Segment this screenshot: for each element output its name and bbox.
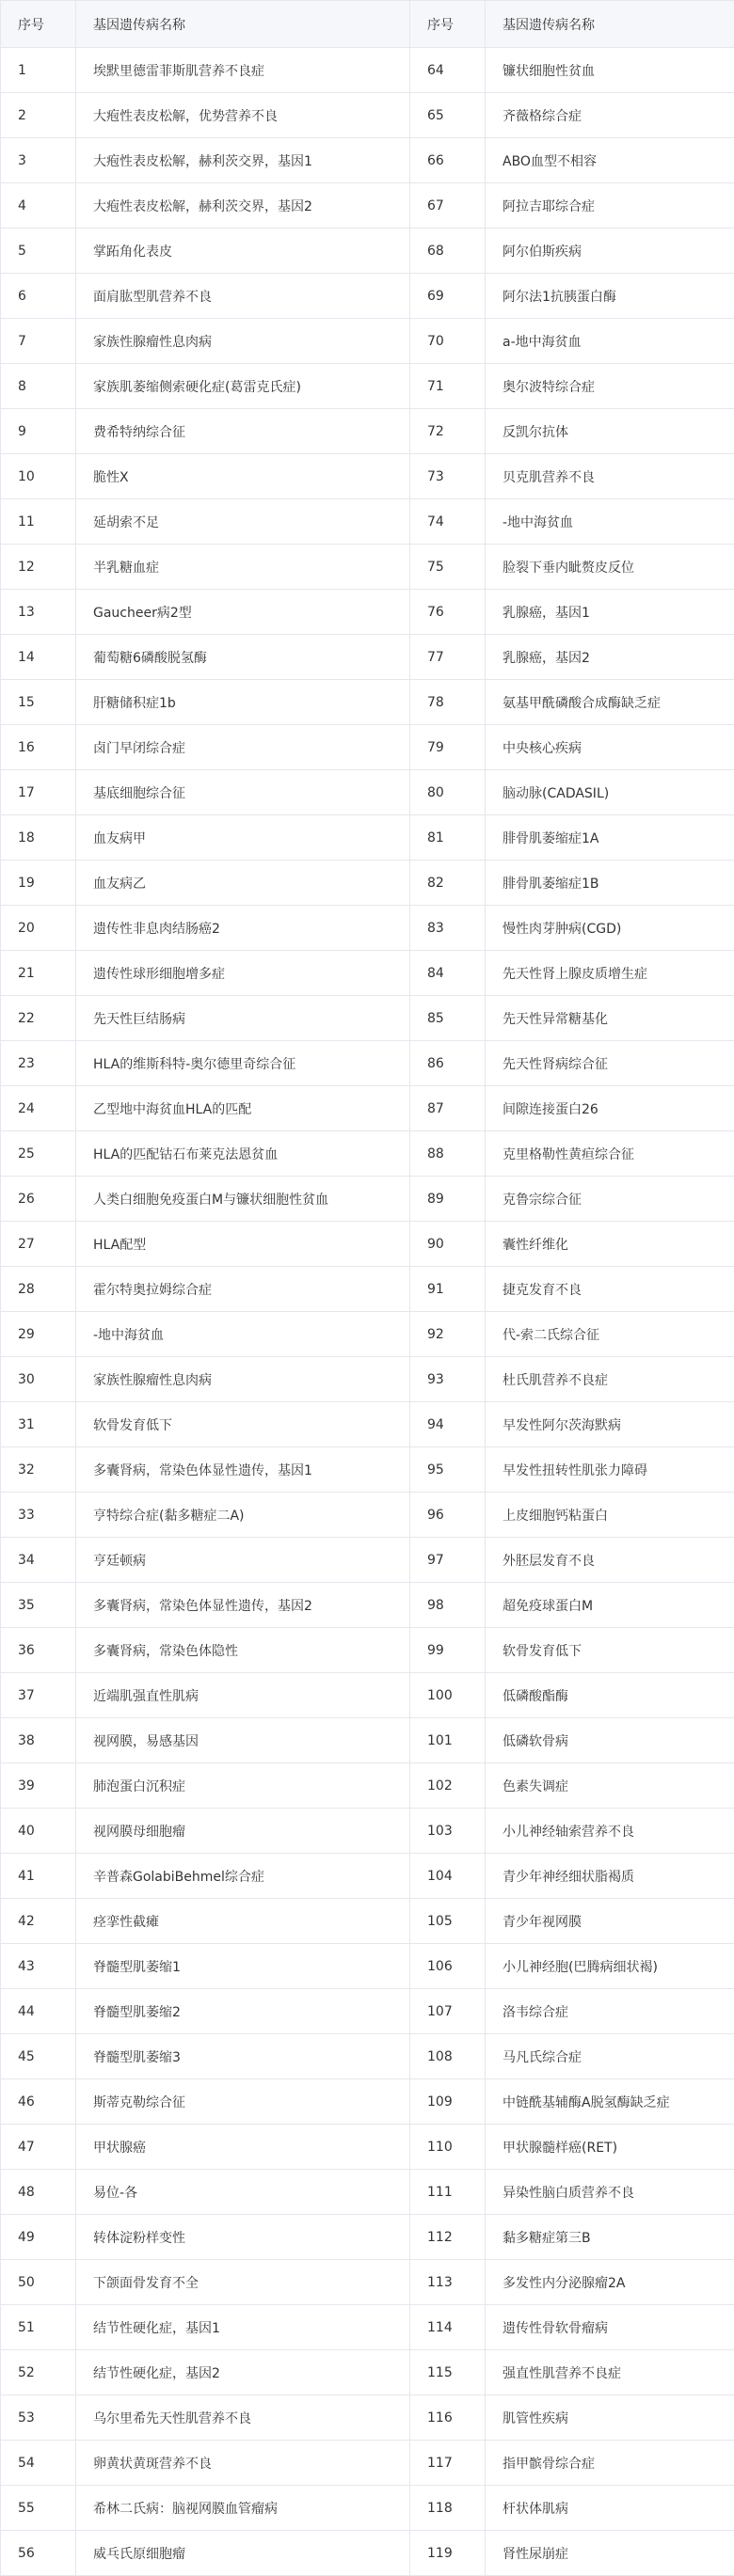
serial-left-cell: 9: [1, 409, 76, 454]
serial-left-cell: 39: [1, 1763, 76, 1809]
serial-right-cell: 64: [410, 48, 486, 93]
serial-left-cell: 52: [1, 2350, 76, 2395]
serial-right-cell: 80: [410, 770, 486, 815]
serial-right-cell: 70: [410, 319, 486, 364]
disease-name-left-cell: 结节性硬化症，基因1: [76, 2305, 410, 2350]
disease-name-right-cell: 捷克发育不良: [486, 1267, 734, 1312]
table-row: [1, 2079, 734, 2125]
disease-name-right-cell: 软骨发育低下: [486, 1628, 734, 1673]
serial-right-cell: 94: [410, 1402, 486, 1447]
disease-name-left-cell: 结节性硬化症，基因2: [76, 2350, 410, 2395]
disease-name-left-cell: 斯蒂克勒综合征: [76, 2079, 410, 2125]
serial-left-cell: 16: [1, 725, 76, 770]
disease-name-left-cell: 肝糖储积症1b: [76, 680, 410, 725]
disease-name-left-cell: HLA配型: [76, 1222, 410, 1267]
serial-right-cell: 82: [410, 861, 486, 906]
disease-name-left-cell: 遗传性非息肉结肠癌2: [76, 906, 410, 951]
disease-name-right-cell: 乳腺癌，基因1: [486, 590, 734, 635]
table-row: [1, 2350, 734, 2395]
disease-name-right-cell: 阿尔法1抗胰蛋白酶: [486, 274, 734, 319]
serial-right-cell: 95: [410, 1447, 486, 1493]
serial-left-cell: 21: [1, 951, 76, 996]
table-row: [1, 48, 734, 93]
serial-left-cell: 34: [1, 1538, 76, 1583]
serial-left-cell: 18: [1, 815, 76, 861]
disease-name-right-cell: 奥尔波特综合症: [486, 364, 734, 409]
disease-name-left-cell: 家族性腺瘤性息肉病: [76, 319, 410, 364]
disease-name-right-cell: 慢性肉芽肿病(CGD): [486, 906, 734, 951]
table-row: [1, 680, 734, 725]
serial-left-cell: 41: [1, 1854, 76, 1899]
serial-right-cell: 101: [410, 1718, 486, 1763]
serial-left-cell: 36: [1, 1628, 76, 1673]
table-row: [1, 996, 734, 1041]
serial-right-cell: 110: [410, 2125, 486, 2170]
disease-name-left-cell: 基底细胞综合征: [76, 770, 410, 815]
serial-left-cell: 25: [1, 1131, 76, 1177]
serial-left-cell: 47: [1, 2125, 76, 2170]
table-row: [1, 319, 734, 364]
disease-name-left-cell: 霍尔特奥拉姆综合症: [76, 1267, 410, 1312]
disease-name-left-cell: 先天性巨结肠病: [76, 996, 410, 1041]
disease-name-left-cell: -地中海贫血: [76, 1312, 410, 1357]
serial-left-cell: 15: [1, 680, 76, 725]
disease-name-right-cell: 甲状腺髓样癌(RET): [486, 2125, 734, 2170]
table-row: [1, 2305, 734, 2350]
serial-left-cell: 23: [1, 1041, 76, 1086]
disease-name-left-cell: 转体淀粉样变性: [76, 2215, 410, 2260]
serial-right-cell: 102: [410, 1763, 486, 1809]
serial-right-cell: 72: [410, 409, 486, 454]
disease-name-left-cell: 面肩肱型肌营养不良: [76, 274, 410, 319]
disease-name-right-cell: 齐薇格综合症: [486, 93, 734, 138]
serial-right-cell: 93: [410, 1357, 486, 1402]
serial-right-cell: 83: [410, 906, 486, 951]
serial-right-cell: 91: [410, 1267, 486, 1312]
serial-left-cell: 33: [1, 1493, 76, 1538]
serial-left-cell: 10: [1, 454, 76, 499]
serial-left-cell: 13: [1, 590, 76, 635]
table-row: [1, 1854, 734, 1899]
serial-left-cell: 14: [1, 635, 76, 680]
serial-right-cell: 90: [410, 1222, 486, 1267]
table-row: [1, 2260, 734, 2305]
disease-name-left-cell: 大疱性表皮松解，赫利茨交界，基因1: [76, 138, 410, 183]
disease-name-right-cell: 先天性异常糖基化: [486, 996, 734, 1041]
serial-right-cell: 88: [410, 1131, 486, 1177]
serial-left-cell: 51: [1, 2305, 76, 2350]
serial-left-cell: 22: [1, 996, 76, 1041]
serial-left-cell: 17: [1, 770, 76, 815]
serial-right-cell: 98: [410, 1583, 486, 1628]
serial-right-cell: 107: [410, 1989, 486, 2034]
disease-name-left-cell: 下颌面骨发育不全: [76, 2260, 410, 2305]
serial-right-cell: 78: [410, 680, 486, 725]
table-row: [1, 590, 734, 635]
disease-name-right-cell: 杜氏肌营养不良症: [486, 1357, 734, 1402]
disease-name-left-cell: 多囊肾病，常染色体显性遗传，基因2: [76, 1583, 410, 1628]
disease-name-left-cell: HLA的维斯科特-奥尔德里奇综合征: [76, 1041, 410, 1086]
table-row: [1, 1222, 734, 1267]
disease-name-right-cell: 马凡氏综合症: [486, 2034, 734, 2079]
serial-right-cell: 116: [410, 2395, 486, 2441]
disease-name-right-cell: 间隙连接蛋白26: [486, 1086, 734, 1131]
serial-left-cell: 30: [1, 1357, 76, 1402]
disease-name-right-cell: 阿尔伯斯疾病: [486, 229, 734, 274]
table-row: [1, 815, 734, 861]
serial-left-cell: 48: [1, 2170, 76, 2215]
serial-right-cell: 106: [410, 1944, 486, 1989]
table-row: [1, 1989, 734, 2034]
disease-name-right-cell: -地中海贫血: [486, 499, 734, 545]
table-row: [1, 499, 734, 545]
serial-right-cell: 96: [410, 1493, 486, 1538]
serial-left-cell: 53: [1, 2395, 76, 2441]
header-disease-name-right: 基因遗传病名称: [486, 1, 734, 48]
table-row: [1, 409, 734, 454]
table-row: [1, 1628, 734, 1673]
table-row: [1, 2170, 734, 2215]
serial-right-cell: 113: [410, 2260, 486, 2305]
serial-right-cell: 99: [410, 1628, 486, 1673]
disease-name-right-cell: 指甲髌骨综合症: [486, 2441, 734, 2486]
table-row: [1, 861, 734, 906]
disease-name-right-cell: 多发性内分泌腺瘤2A: [486, 2260, 734, 2305]
serial-left-cell: 4: [1, 183, 76, 229]
table-row: [1, 2486, 734, 2531]
disease-name-right-cell: 氨基甲酰磷酸合成酶缺乏症: [486, 680, 734, 725]
serial-right-cell: 77: [410, 635, 486, 680]
disease-name-right-cell: 脑动脉(CADASIL): [486, 770, 734, 815]
table-row: [1, 1809, 734, 1854]
disease-name-left-cell: 脊髓型肌萎缩2: [76, 1989, 410, 2034]
serial-right-cell: 84: [410, 951, 486, 996]
serial-right-cell: 100: [410, 1673, 486, 1718]
serial-left-cell: 37: [1, 1673, 76, 1718]
serial-left-cell: 56: [1, 2531, 76, 2576]
disease-name-left-cell: 威乓氏原细胞瘤: [76, 2531, 410, 2576]
disease-name-right-cell: 肾性尿崩症: [486, 2531, 734, 2576]
disease-name-left-cell: 大疱性表皮松解，赫利茨交界，基因2: [76, 183, 410, 229]
header-row: [1, 1, 734, 48]
table-row: [1, 229, 734, 274]
table-row: [1, 2215, 734, 2260]
serial-left-cell: 7: [1, 319, 76, 364]
serial-right-cell: 67: [410, 183, 486, 229]
table-row: [1, 1583, 734, 1628]
serial-left-cell: 26: [1, 1177, 76, 1222]
disease-name-left-cell: 近端肌强直性肌病: [76, 1673, 410, 1718]
disease-name-right-cell: 色素失调症: [486, 1763, 734, 1809]
serial-right-cell: 86: [410, 1041, 486, 1086]
table-row: [1, 2531, 734, 2576]
table-header: [1, 1, 734, 48]
disease-name-left-cell: 辛普森GolabiBehmel综合症: [76, 1854, 410, 1899]
serial-left-cell: 46: [1, 2079, 76, 2125]
disease-name-left-cell: 家族肌萎缩侧索硬化症(葛雷克氏症): [76, 364, 410, 409]
table-row: [1, 1041, 734, 1086]
serial-right-cell: 118: [410, 2486, 486, 2531]
serial-right-cell: 103: [410, 1809, 486, 1854]
table-row: [1, 951, 734, 996]
serial-right-cell: 105: [410, 1899, 486, 1944]
disease-name-right-cell: 克里格勒性黄疸综合征: [486, 1131, 734, 1177]
disease-name-right-cell: a-地中海贫血: [486, 319, 734, 364]
disease-name-left-cell: 多囊肾病，常染色体隐性: [76, 1628, 410, 1673]
disease-name-right-cell: 中央核心疾病: [486, 725, 734, 770]
serial-right-cell: 75: [410, 545, 486, 590]
disease-name-left-cell: 血友病乙: [76, 861, 410, 906]
serial-right-cell: 79: [410, 725, 486, 770]
serial-left-cell: 28: [1, 1267, 76, 1312]
serial-left-cell: 49: [1, 2215, 76, 2260]
disease-name-right-cell: 低磷酸酯酶: [486, 1673, 734, 1718]
serial-right-cell: 87: [410, 1086, 486, 1131]
disease-name-right-cell: ABO血型不相容: [486, 138, 734, 183]
serial-left-cell: 40: [1, 1809, 76, 1854]
serial-left-cell: 24: [1, 1086, 76, 1131]
serial-right-cell: 69: [410, 274, 486, 319]
serial-right-cell: 74: [410, 499, 486, 545]
table-row: [1, 1763, 734, 1809]
table-row: [1, 1718, 734, 1763]
table-row: [1, 364, 734, 409]
serial-right-cell: 92: [410, 1312, 486, 1357]
serial-left-cell: 43: [1, 1944, 76, 1989]
table-row: [1, 138, 734, 183]
serial-left-cell: 2: [1, 93, 76, 138]
serial-right-cell: 109: [410, 2079, 486, 2125]
disease-name-right-cell: 中链酰基辅酶A脱氢酶缺乏症: [486, 2079, 734, 2125]
disease-name-right-cell: 代-索二氏综合征: [486, 1312, 734, 1357]
disease-name-left-cell: 掌跖角化表皮: [76, 229, 410, 274]
disease-name-right-cell: 腓骨肌萎缩症1B: [486, 861, 734, 906]
serial-right-cell: 66: [410, 138, 486, 183]
table-row: [1, 1493, 734, 1538]
serial-left-cell: 45: [1, 2034, 76, 2079]
table-row: [1, 906, 734, 951]
table-row: [1, 1177, 734, 1222]
disease-name-right-cell: 乳腺癌，基因2: [486, 635, 734, 680]
serial-left-cell: 44: [1, 1989, 76, 2034]
disease-name-left-cell: 半乳糖血症: [76, 545, 410, 590]
disease-name-right-cell: 先天性肾上腺皮质增生症: [486, 951, 734, 996]
disease-name-left-cell: 葡萄糖6磷酸脱氢酶: [76, 635, 410, 680]
disease-name-left-cell: 血友病甲: [76, 815, 410, 861]
disease-name-left-cell: 大疱性表皮松解，优势营养不良: [76, 93, 410, 138]
disease-name-right-cell: 阿拉吉耶综合症: [486, 183, 734, 229]
serial-right-cell: 111: [410, 2170, 486, 2215]
disease-name-right-cell: 超免疫球蛋白M: [486, 1583, 734, 1628]
serial-right-cell: 85: [410, 996, 486, 1041]
disease-name-right-cell: 小儿神经轴索营养不良: [486, 1809, 734, 1854]
disease-name-left-cell: 亨廷顿病: [76, 1538, 410, 1583]
serial-right-cell: 65: [410, 93, 486, 138]
header-serial-left: 序号: [1, 1, 76, 48]
disease-name-right-cell: 早发性阿尔茨海默病: [486, 1402, 734, 1447]
disease-name-right-cell: 小儿神经胞(巴腾病细状褐): [486, 1944, 734, 1989]
disease-name-left-cell: 脊髓型肌萎缩3: [76, 2034, 410, 2079]
disease-name-left-cell: 费希特纳综合征: [76, 409, 410, 454]
table-row: [1, 635, 734, 680]
disease-name-left-cell: 甲状腺癌: [76, 2125, 410, 2170]
disease-name-right-cell: 贝克肌营养不良: [486, 454, 734, 499]
serial-left-cell: 31: [1, 1402, 76, 1447]
serial-right-cell: 112: [410, 2215, 486, 2260]
disease-name-left-cell: 遗传性球形细胞增多症: [76, 951, 410, 996]
serial-right-cell: 108: [410, 2034, 486, 2079]
table-row: [1, 1447, 734, 1493]
disease-name-right-cell: 低磷软骨病: [486, 1718, 734, 1763]
serial-left-cell: 29: [1, 1312, 76, 1357]
serial-right-cell: 76: [410, 590, 486, 635]
serial-left-cell: 42: [1, 1899, 76, 1944]
disease-name-left-cell: 埃默里德雷菲斯肌营养不良症: [76, 48, 410, 93]
table-row: [1, 1673, 734, 1718]
serial-left-cell: 6: [1, 274, 76, 319]
table-row: [1, 454, 734, 499]
serial-right-cell: 81: [410, 815, 486, 861]
disease-name-left-cell: 软骨发育低下: [76, 1402, 410, 1447]
disease-name-right-cell: 囊性纤维化: [486, 1222, 734, 1267]
disease-name-right-cell: 脸裂下垂内眦赘皮反位: [486, 545, 734, 590]
serial-left-cell: 50: [1, 2260, 76, 2305]
disease-name-left-cell: 脊髓型肌萎缩1: [76, 1944, 410, 1989]
disease-name-right-cell: 强直性肌营养不良症: [486, 2350, 734, 2395]
disease-name-right-cell: 早发性扭转性肌张力障碍: [486, 1447, 734, 1493]
table-row: [1, 1357, 734, 1402]
table-row: [1, 2441, 734, 2486]
serial-left-cell: 38: [1, 1718, 76, 1763]
table-row: [1, 183, 734, 229]
serial-left-cell: 19: [1, 861, 76, 906]
disease-name-right-cell: 外胚层发育不良: [486, 1538, 734, 1583]
disease-name-right-cell: 黏多糖症第三B: [486, 2215, 734, 2260]
disease-name-left-cell: 视网膜，易感基因: [76, 1718, 410, 1763]
serial-left-cell: 55: [1, 2486, 76, 2531]
disease-name-left-cell: 视网膜母细胞瘤: [76, 1809, 410, 1854]
disease-name-right-cell: 青少年神经细状脂褐质: [486, 1854, 734, 1899]
disease-name-left-cell: Gaucheer病2型: [76, 590, 410, 635]
serial-left-cell: 20: [1, 906, 76, 951]
disease-name-left-cell: 易位-各: [76, 2170, 410, 2215]
disease-name-right-cell: 腓骨肌萎缩症1A: [486, 815, 734, 861]
disease-name-left-cell: 亨特综合症(黏多糖症二A): [76, 1493, 410, 1538]
serial-left-cell: 1: [1, 48, 76, 93]
disease-name-right-cell: 反凯尔抗体: [486, 409, 734, 454]
serial-left-cell: 27: [1, 1222, 76, 1267]
disease-name-right-cell: 青少年视网膜: [486, 1899, 734, 1944]
table-row: [1, 1086, 734, 1131]
disease-name-right-cell: 杆状体肌病: [486, 2486, 734, 2531]
disease-name-left-cell: 希林二氏病：脑视网膜血管瘤病: [76, 2486, 410, 2531]
serial-right-cell: 73: [410, 454, 486, 499]
serial-right-cell: 97: [410, 1538, 486, 1583]
serial-right-cell: 89: [410, 1177, 486, 1222]
table-body: [1, 48, 734, 2576]
serial-right-cell: 117: [410, 2441, 486, 2486]
table-row: [1, 1944, 734, 1989]
disease-name-left-cell: 人类白细胞免疫蛋白M与镰状细胞性贫血: [76, 1177, 410, 1222]
serial-left-cell: 12: [1, 545, 76, 590]
disease-name-left-cell: 乌尔里希先天性肌营养不良: [76, 2395, 410, 2441]
disease-name-left-cell: HLA的匹配钴石布莱克法恩贫血: [76, 1131, 410, 1177]
serial-right-cell: 115: [410, 2350, 486, 2395]
disease-name-right-cell: 洛韦综合症: [486, 1989, 734, 2034]
disease-name-right-cell: 异染性脑白质营养不良: [486, 2170, 734, 2215]
disease-name-left-cell: 卤门早闭综合症: [76, 725, 410, 770]
table-row: [1, 2034, 734, 2079]
disease-name-left-cell: 乙型地中海贫血HLA的匹配: [76, 1086, 410, 1131]
table-row: [1, 770, 734, 815]
disease-name-right-cell: 克鲁宗综合征: [486, 1177, 734, 1222]
serial-right-cell: 119: [410, 2531, 486, 2576]
disease-name-left-cell: 家族性腺瘤性息肉病: [76, 1357, 410, 1402]
serial-right-cell: 71: [410, 364, 486, 409]
disease-name-right-cell: 先天性肾病综合征: [486, 1041, 734, 1086]
table-row: [1, 1538, 734, 1583]
serial-left-cell: 54: [1, 2441, 76, 2486]
disease-name-left-cell: 痉挛性截瘫: [76, 1899, 410, 1944]
serial-right-cell: 68: [410, 229, 486, 274]
table-row: [1, 1267, 734, 1312]
disease-name-left-cell: 脆性X: [76, 454, 410, 499]
table-row: [1, 545, 734, 590]
serial-left-cell: 5: [1, 229, 76, 274]
serial-left-cell: 35: [1, 1583, 76, 1628]
header-disease-name-left: 基因遗传病名称: [76, 1, 410, 48]
serial-left-cell: 3: [1, 138, 76, 183]
disease-name-right-cell: 上皮细胞钙粘蛋白: [486, 1493, 734, 1538]
disease-name-left-cell: 多囊肾病，常染色体显性遗传，基因1: [76, 1447, 410, 1493]
table-row: [1, 1402, 734, 1447]
serial-left-cell: 11: [1, 499, 76, 545]
table-row: [1, 93, 734, 138]
disease-name-left-cell: 卵黄状黄斑营养不良: [76, 2441, 410, 2486]
table-row: [1, 1312, 734, 1357]
table-row: [1, 725, 734, 770]
serial-right-cell: 114: [410, 2305, 486, 2350]
disease-name-left-cell: 肺泡蛋白沉积症: [76, 1763, 410, 1809]
serial-right-cell: 104: [410, 1854, 486, 1899]
disease-name-right-cell: 肌管性疾病: [486, 2395, 734, 2441]
disease-name-left-cell: 延胡索不足: [76, 499, 410, 545]
disease-name-right-cell: 镰状细胞性贫血: [486, 48, 734, 93]
disease-name-right-cell: 遗传性骨软骨瘤病: [486, 2305, 734, 2350]
table-row: [1, 2125, 734, 2170]
table-row: [1, 2395, 734, 2441]
serial-left-cell: 8: [1, 364, 76, 409]
table-row: [1, 1131, 734, 1177]
serial-left-cell: 32: [1, 1447, 76, 1493]
table-row: [1, 274, 734, 319]
header-serial-right: 序号: [410, 1, 486, 48]
table-row: [1, 1899, 734, 1944]
